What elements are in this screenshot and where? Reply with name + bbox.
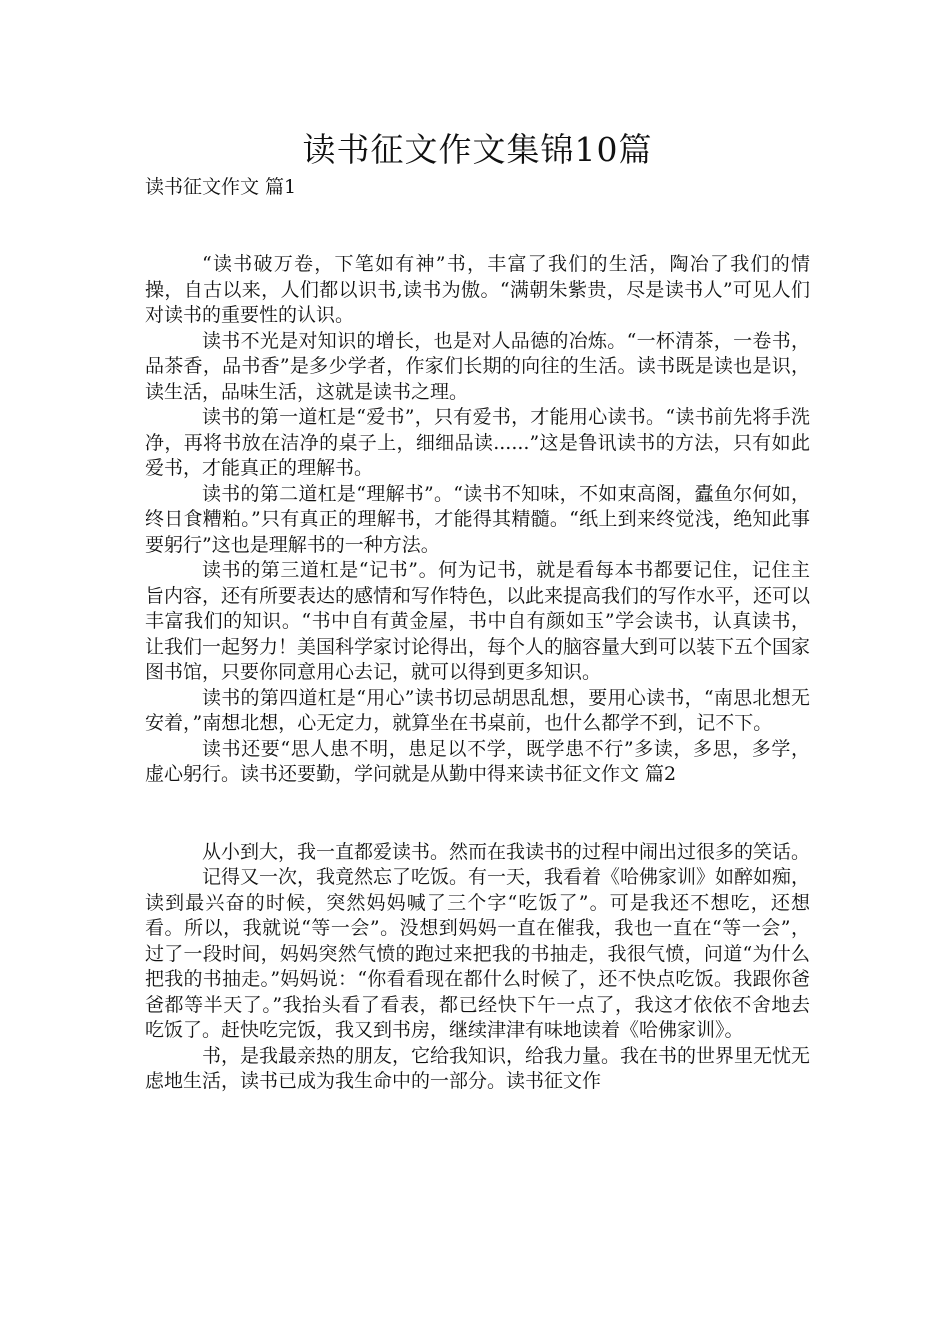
paragraph: 读书的第一道杠是“爱书”，只有爱书，才能用心读书。“读书前先将手洗净，再将书放在洁净的桌子上，细细品读......”这是鲁讯读书的方法，只有如此爱书，才能真正的理解书。 <box>145 406 810 479</box>
paragraph: 书，是我最亲热的朋友，它给我知识，给我力量。我在书的世界里无忧无虑地生活，读书已成为我生命中的一部分。读书征文作 <box>145 1044 811 1092</box>
paragraph: 记得又一次，我竟然忘了吃饭。有一天，我看着《哈佛家训》如醉如痴，读到最兴奋的时候，突然妈妈喊了三个字“吃饭了”。可是我还不想吃，还想看。所以，我就说“等一会”。没想到妈妈一直在催我，我也一直在“等一会”，过了一段时间，妈妈突然气愤的跑过来把我的书抽走，我很气愤，问道“为什么把我的书抽走。”妈妈说：“你看看现在都什么时候了，还不快点吃饭。我跟你爸爸都等半天了。”我抬头看了看表，都已经快下午一点了，我这才依依不舍地去吃饭了。赶快吃完饭，我又到书房，继续津津有味地读着《哈佛家训》。 <box>145 866 811 1041</box>
paragraph: 从小到大，我一直都爱读书。然而在我读书的过程中闹出过很多的笑话。 <box>202 840 811 863</box>
paragraph: “读书破万卷，下笔如有神”书，丰富了我们的生活，陶冶了我们的情操，自古以来，人们都以识书,读书为傲。“满朝朱紫贵，尽是读书人”可见人们对读书的重要性的认识。 <box>145 253 810 326</box>
spacer <box>145 200 810 252</box>
document-page <box>145 128 810 1095</box>
document-title: 读书征文作文集锦10篇 <box>302 130 653 169</box>
paragraph: 读书不光是对知识的增长，也是对人品德的冶炼。“一杯清茶，一卷书，品茶香，品书香”是多少学者，作家们长期的向往的生活。读书既是读也是识，读生活，品味生活，这就是读书之理。 <box>145 329 810 403</box>
paragraph: 读书的第四道杠是“用心”读书切忌胡思乱想，要用心读书，“南思北想无安着，”南想北想，心无定力，就算坐在书桌前，也什么都学不到，记不下。 <box>145 686 810 734</box>
paragraph: 读书的第三道杠是“记书”。何为记书，就是看每本书都要记住，记住主旨内容，还有所要表达的感情和写作特色，以此来提高我们的写作水平，还可以丰富我们的知识。“书中自有黄金屋，书中自有颜如玉”学会读书，认真读书，让我们一起努力！美国科学家讨论得出，每个人的脑容量大到可以装下五个国家图书馆，只要你同意用心去记，就可以得到更多知识。 <box>145 559 811 683</box>
paragraph: 读书的第二道杠是“理解书”。“读书不知味，不如束高阁，蠹鱼尔何如，终日食糟粕。”只有真正的理解书，才能得其精髓。“纸上到来终觉浅，绝知此事要躬行”这也是理解书的一种方法。 <box>145 482 810 556</box>
spacer <box>145 788 810 840</box>
paragraph-with-heading-2: 读书还要“思人患不明，患足以不学，既学患不行”多读，多思，多学，虚心躬行。读书还要勤，学问就是从勤中得来读书征文作文 篇2 <box>145 737 810 785</box>
section-heading-1: 读书征文作文 篇1 <box>145 176 297 198</box>
